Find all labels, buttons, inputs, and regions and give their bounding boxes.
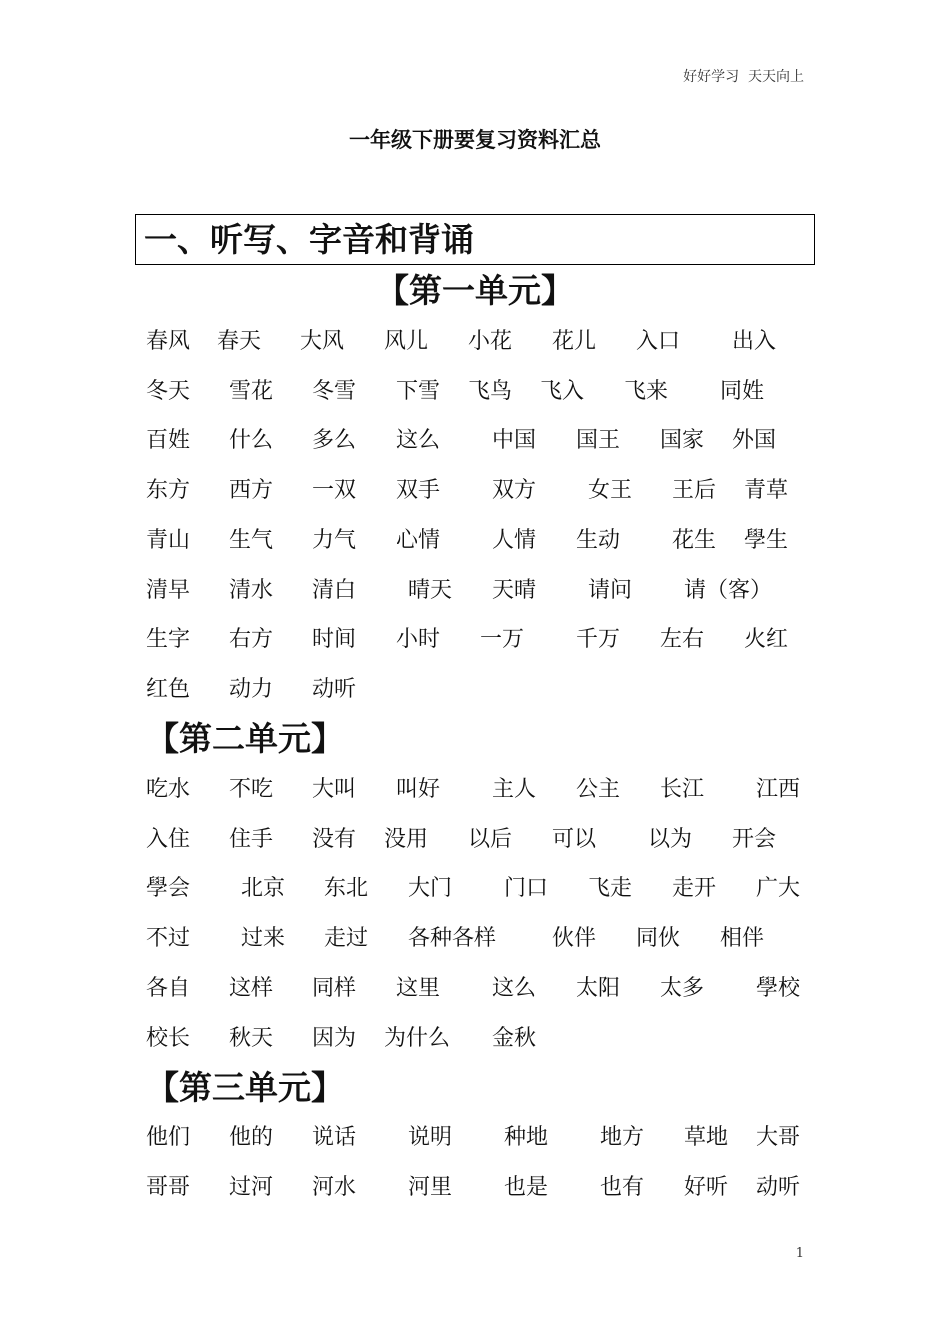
word: 人情	[492, 528, 537, 553]
word: 没有	[312, 827, 357, 852]
word: 各自	[146, 976, 191, 1001]
word: 生气	[229, 528, 274, 553]
word: 學生	[744, 528, 789, 553]
unit-3-row-2	[146, 1173, 826, 1205]
word: 走过	[324, 926, 369, 951]
word: 花儿	[552, 329, 597, 354]
word: 春风	[146, 329, 191, 354]
word: 左右	[660, 627, 705, 652]
page-number: 1	[795, 1246, 804, 1261]
word: 不吃	[229, 777, 274, 802]
word: 请（客）	[684, 578, 773, 603]
word: 大叫	[312, 777, 357, 802]
word: 河水	[312, 1175, 357, 1200]
word: 晴天	[408, 578, 453, 603]
word: 走开	[672, 876, 717, 901]
word: 东北	[324, 876, 369, 901]
unit-2-row-6	[146, 1024, 826, 1056]
word: 金秋	[492, 1026, 537, 1051]
word: 王后	[672, 478, 717, 503]
unit-1-row-1	[146, 327, 826, 359]
word: 国王	[576, 428, 621, 453]
word: 學校	[756, 976, 801, 1001]
word: 草地	[684, 1125, 729, 1150]
word: 哥哥	[146, 1175, 191, 1200]
word: 飞鸟	[468, 379, 513, 404]
word: 下雪	[396, 379, 441, 404]
word: 说明	[408, 1125, 453, 1150]
word: 冬雪	[312, 379, 357, 404]
word: 學会	[146, 876, 191, 901]
word: 冬天	[146, 379, 191, 404]
word: 以后	[468, 827, 513, 852]
word: 红色	[146, 677, 191, 702]
word: 他的	[229, 1125, 274, 1150]
word: 一万	[480, 627, 525, 652]
unit-2-row-5	[146, 974, 826, 1006]
word: 这样	[229, 976, 274, 1001]
word: 出入	[732, 329, 777, 354]
section-heading: 一、听写、字音和背诵	[144, 220, 474, 259]
word: 广大	[756, 876, 801, 901]
word: 同伙	[636, 926, 681, 951]
word: 生字	[146, 627, 191, 652]
word: 飞走	[588, 876, 633, 901]
word: 多么	[312, 428, 357, 453]
word: 双手	[396, 478, 441, 503]
word: 生动	[576, 528, 621, 553]
unit-1-row-6	[146, 576, 826, 608]
word: 住手	[229, 827, 274, 852]
word: 以为	[648, 827, 693, 852]
word: 长江	[660, 777, 705, 802]
unit-2-row-2	[146, 825, 826, 857]
word: 说话	[312, 1125, 357, 1150]
header-note: 好好学习 天天向上	[683, 69, 804, 85]
word: 清早	[146, 578, 191, 603]
word: 双方	[492, 478, 537, 503]
word: 伙伴	[552, 926, 597, 951]
word: 小时	[396, 627, 441, 652]
word: 过河	[229, 1175, 274, 1200]
word: 北京	[241, 876, 286, 901]
word: 东方	[146, 478, 191, 503]
word: 清白	[312, 578, 357, 603]
unit-2-row-1	[146, 775, 826, 807]
word: 也有	[600, 1175, 645, 1200]
word: 江西	[756, 777, 801, 802]
word: 主人	[492, 777, 537, 802]
word: 不过	[146, 926, 191, 951]
word: 花生	[672, 528, 717, 553]
word: 因为	[312, 1026, 357, 1051]
word: 地方	[600, 1125, 645, 1150]
word: 动听	[756, 1175, 801, 1200]
word: 动听	[312, 677, 357, 702]
word: 同姓	[720, 379, 765, 404]
word: 门口	[504, 876, 549, 901]
word: 吃水	[146, 777, 191, 802]
document-title: 一年级下册要复习资料汇总	[349, 128, 601, 152]
word: 西方	[229, 478, 274, 503]
word: 飞来	[624, 379, 669, 404]
word: 这么	[492, 976, 537, 1001]
word: 也是	[504, 1175, 549, 1200]
word: 外国	[732, 428, 777, 453]
unit-heading-2: 【第二单元】	[146, 719, 344, 758]
word: 公主	[576, 777, 621, 802]
word: 秋天	[229, 1026, 274, 1051]
word: 相伴	[720, 926, 765, 951]
word: 动力	[229, 677, 274, 702]
word: 没用	[384, 827, 429, 852]
unit-1-row-3	[146, 426, 826, 458]
word: 什么	[229, 428, 274, 453]
word: 太多	[660, 976, 705, 1001]
word: 天晴	[492, 578, 537, 603]
word: 可以	[552, 827, 597, 852]
word: 右方	[229, 627, 274, 652]
word: 各种各样	[408, 926, 497, 951]
unit-heading-3: 【第三单元】	[146, 1068, 344, 1107]
word: 力气	[312, 528, 357, 553]
unit-1-row-4	[146, 476, 826, 508]
word: 入口	[636, 329, 681, 354]
word: 好听	[684, 1175, 729, 1200]
word: 为什么	[384, 1026, 451, 1051]
unit-1-row-8	[146, 675, 826, 707]
word: 大风	[300, 329, 345, 354]
word: 青山	[146, 528, 191, 553]
word: 风儿	[384, 329, 429, 354]
word: 过来	[241, 926, 286, 951]
word: 心情	[396, 528, 441, 553]
unit-1-row-2	[146, 377, 826, 409]
word: 请问	[588, 578, 633, 603]
word: 河里	[408, 1175, 453, 1200]
word: 太阳	[576, 976, 621, 1001]
section-box	[135, 214, 815, 265]
word: 校长	[146, 1026, 191, 1051]
word: 一双	[312, 478, 357, 503]
unit-1-row-7	[146, 625, 826, 657]
word: 清水	[229, 578, 274, 603]
word: 时间	[312, 627, 357, 652]
word: 女王	[588, 478, 633, 503]
unit-heading-1: 【第一单元】	[376, 271, 574, 310]
unit-2-row-3	[146, 874, 826, 906]
unit-2-row-4	[146, 924, 826, 956]
word: 种地	[504, 1125, 549, 1150]
word: 大哥	[756, 1125, 801, 1150]
word: 雪花	[229, 379, 274, 404]
word: 千万	[576, 627, 621, 652]
word: 百姓	[146, 428, 191, 453]
word: 火红	[744, 627, 789, 652]
word: 青草	[744, 478, 789, 503]
word: 这里	[396, 976, 441, 1001]
word: 飞入	[540, 379, 585, 404]
word: 入住	[146, 827, 191, 852]
word: 春天	[217, 329, 262, 354]
unit-1-row-5	[146, 526, 826, 558]
word: 大门	[408, 876, 453, 901]
word: 中国	[492, 428, 537, 453]
word: 同样	[312, 976, 357, 1001]
word: 国家	[660, 428, 705, 453]
word: 开会	[732, 827, 777, 852]
unit-3-row-1	[146, 1123, 826, 1155]
word: 叫好	[396, 777, 441, 802]
word: 小花	[468, 329, 513, 354]
word: 这么	[396, 428, 441, 453]
word: 他们	[146, 1125, 191, 1150]
